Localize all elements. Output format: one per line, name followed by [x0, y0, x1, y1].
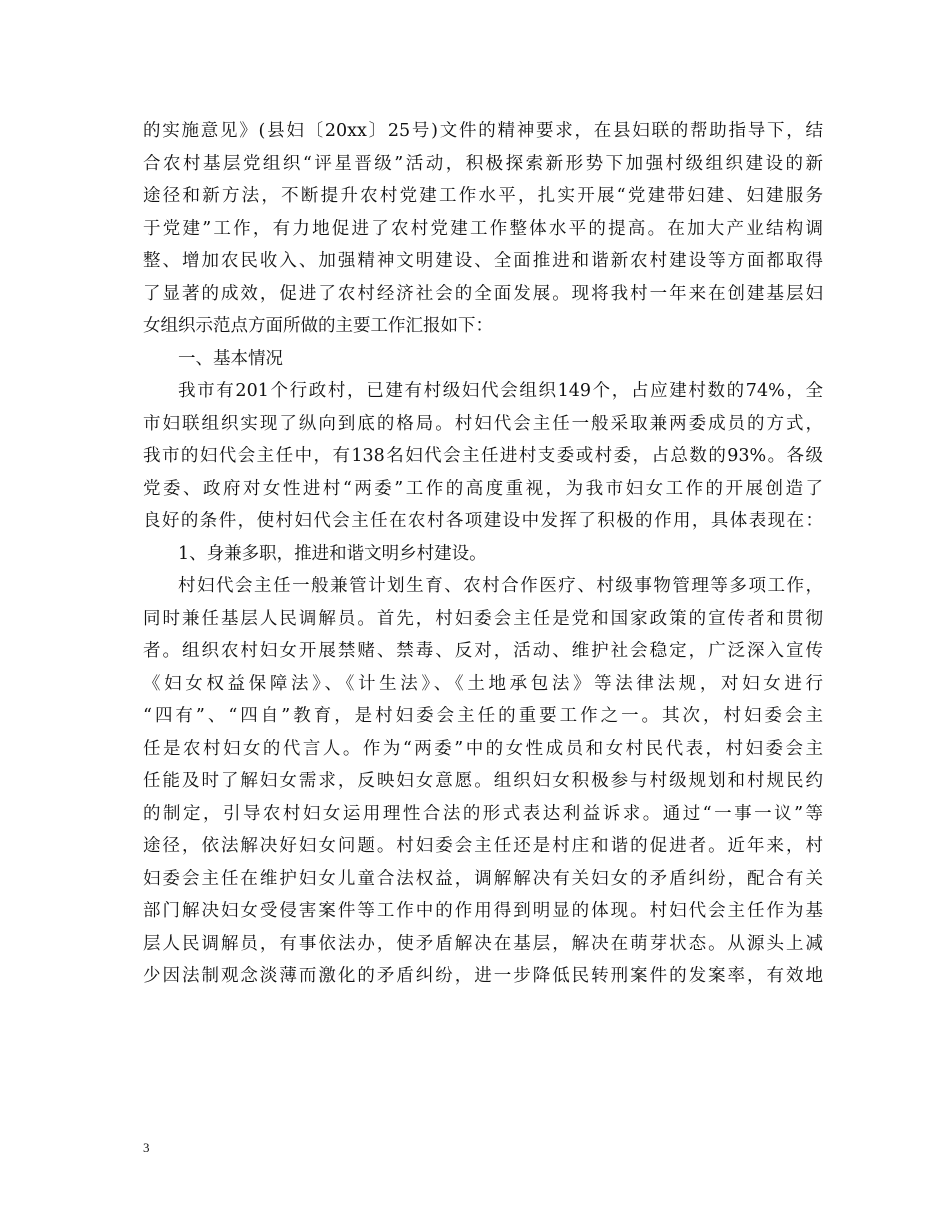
- text-line: 少因法制观念淡薄而激化的矛盾纠纷，进一步降低民转刑案件的发案率，有效地: [143, 966, 823, 986]
- text-line: 市妇联组织实现了纵向到底的格局。村妇代会主任一般采取兼两委成员的方式，: [143, 413, 823, 434]
- subsection-heading: 1、身兼多职，推进和谐文明乡村建设。: [178, 543, 487, 564]
- text-line: 于党建”工作，有力地促进了农村党建工作整体水平的提高。在加大产业结构调: [143, 218, 823, 239]
- text-line: 途径，依法解决好妇女问题。村妇委会主任还是村庄和谐的促进者。近年来，村: [143, 836, 823, 856]
- text-line: 的制定，引导农村妇女运用理性合法的形式表达利益诉求。通过“一事一议”等: [143, 803, 823, 824]
- text-line: 途径和新方法，不断提升农村党建工作水平，扎实开展“党建带妇建、妇建服务: [143, 186, 823, 206]
- text-line: 任是农村妇女的代言人。作为“两委”中的女性成员和女村民代表，村妇委会主: [143, 738, 823, 759]
- body-text: [143, 115, 823, 993]
- text-line: 整、增加农民收入、加强精神文明建设、全面推进和谐新农村建设等方面都取得: [143, 251, 823, 271]
- text-line: 了显著的成效，促进了农村经济社会的全面发展。现将我村一年来在创建基层妇: [143, 283, 823, 304]
- text-line: 村妇代会主任一般兼管计划生育、农村合作医疗、村级事物管理等多项工作，: [178, 576, 823, 596]
- text-line: 层人民调解员，有事依法办，使矛盾解决在基层，解决在萌芽状态。从源头上减: [143, 933, 823, 954]
- text-line: 良好的条件，使村妇代会主任在农村各项建设中发挥了积极的作用，具体表现在：: [143, 511, 823, 531]
- text-line: 任能及时了解妇女需求，反映妇女意愿。组织妇女积极参与村级规划和村规民约: [143, 771, 823, 791]
- text-line: 《妇女权益保障法》、《计生法》、《土地承包法》等法律法规，对妇女进行: [143, 673, 823, 694]
- text-line: 女组织示范点方面所做的主要工作汇报如下：: [143, 316, 493, 336]
- text-line: 合农村基层党组织“评星晋级”活动，积极探索新形势下加强村级组织建设的新: [143, 153, 823, 174]
- text-line: 者。组织农村妇女开展禁赌、禁毒、反对，活动、维护社会稳定，广泛深入宣传: [143, 641, 823, 661]
- text-line: 的实施意见》(县妇〔20xx〕25号)文件的精神要求，在县妇联的帮助指导下，结: [143, 121, 823, 141]
- section-heading: 一、基本情况: [178, 348, 283, 369]
- text-line: 同时兼任基层人民调解员。首先，村妇委会主任是党和国家政策的宣传者和贯彻: [143, 608, 823, 629]
- text-line: 我市有201个行政村，已建有村级妇代会组织149个，占应建村数的74%，全: [178, 381, 823, 401]
- text-line: 我市的妇代会主任中，有138名妇代会主任进村支委或村委，占总数的93%。各级: [143, 446, 823, 466]
- text-line: “四有”、“四自”教育，是村妇委会主任的重要工作之一。其次，村妇委会主: [143, 706, 823, 726]
- page-number: 3: [143, 1140, 150, 1155]
- text-line: 党委、政府对女性进村“两委”工作的高度重视，为我市妇女工作的开展创造了: [143, 478, 823, 499]
- text-line: 妇委会主任在维护妇女儿童合法权益，调解解决有关妇女的矛盾纠纷，配合有关: [143, 868, 823, 889]
- text-line: 部门解决妇女受侵害案件等工作中的作用得到明显的体现。村妇代会主任作为基: [143, 901, 823, 921]
